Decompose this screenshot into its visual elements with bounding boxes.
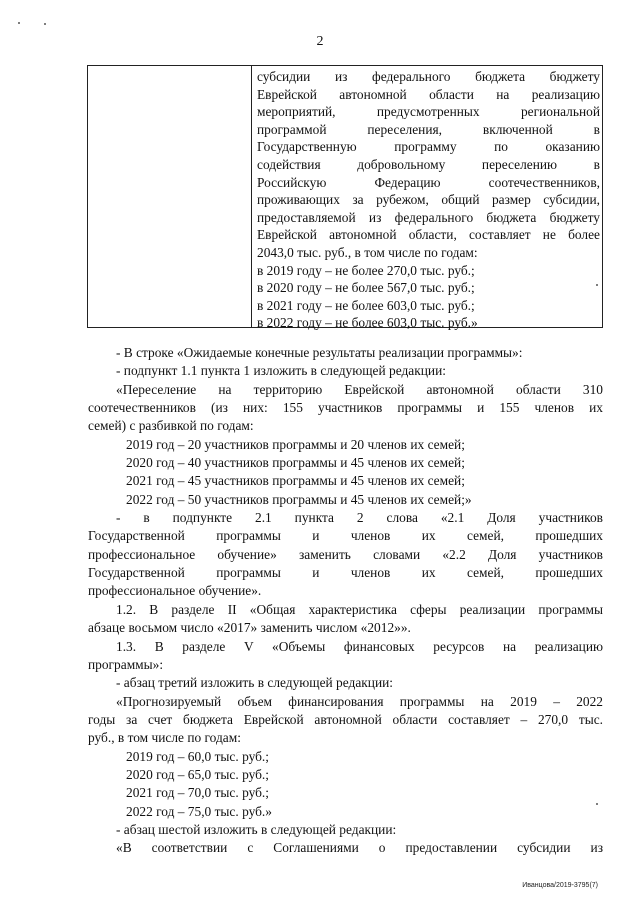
table-line: предоставляемой из федерального бюджета бюджету: [257, 209, 600, 225]
body-line: 2020 год – 65,0 тыс. руб.;: [126, 766, 269, 782]
body-line: семей) с разбивкой по годам:: [88, 418, 254, 434]
table-right-cell: [257, 68, 600, 332]
table-line: Еврейской автономной области на реализацию: [257, 86, 600, 102]
body-line: - подпункт 1.1 пункта 1 изложить в следующей редакции:: [116, 363, 446, 379]
table-line: Еврейской автономной области, составляет не более: [257, 227, 600, 243]
body-line: профессиональное обучение» заменить словами «2.2 Доля участников: [88, 546, 603, 562]
table-line: Государственную программу по оказанию: [257, 139, 600, 155]
scan-speck: [18, 22, 20, 24]
body-line: 2019 год – 20 участников программы и 20 членов их семей;: [126, 436, 465, 452]
table-left-cell: [88, 66, 252, 327]
page-number: 2: [316, 34, 324, 49]
table-line: проживающих за рубежом, общий размер субсидии,: [257, 192, 600, 208]
table-line: в 2021 году – не более 603,0 тыс. руб.;: [257, 297, 475, 313]
body-line: годы за счет бюджета Еврейской автономной области составляет – 270,0 тыс.: [88, 711, 603, 727]
table-line: программой переселения, включенной в: [257, 121, 600, 137]
document-code: Иванцова/2019-3795(7): [522, 882, 598, 889]
body-line: соотечественников (из них: 155 участников программы и 155 членов их: [88, 400, 603, 416]
body-line: программы»:: [88, 656, 164, 672]
body-line: 2021 год – 70,0 тыс. руб.;: [126, 785, 269, 801]
body-line: профессиональное обучение».: [88, 583, 262, 599]
body-line: 2022 год – 75,0 тыс. руб.»: [126, 803, 272, 819]
scan-speck: [44, 23, 46, 25]
body-line: Государственной программы и членов их семей, прошедших: [88, 565, 603, 581]
table-line: субсидии из федерального бюджета бюджету: [257, 69, 600, 84]
body-line: Государственной программы и членов их семей, прошедших: [88, 528, 603, 544]
body-line: 2020 год – 40 участников программы и 45 членов их семей;: [126, 455, 465, 471]
body-line: «Переселение на территорию Еврейской автономной области 310: [116, 381, 603, 397]
body-line: 1.3. В разделе V «Объемы финансовых ресурсов на реализацию: [116, 638, 603, 654]
body-line: - абзац шестой изложить в следующей редакции:: [116, 821, 397, 837]
table-line: в 2020 году – не более 567,0 тыс. руб.;: [257, 280, 475, 296]
body-line: - В строке «Ожидаемые конечные результаты реализации программы»:: [116, 345, 523, 360]
body-line: 1.2. В разделе II «Общая характеристика сферы реализации программы: [116, 601, 603, 617]
body-line: «Прогнозируемый объем финансирования программы на 2019 – 2022: [116, 693, 603, 709]
body-line: «В соответствии с Соглашениями о предоставлении субсидии из: [116, 840, 603, 856]
table-line: Российскую Федерацию соотечественников,: [257, 174, 600, 190]
scan-speck: [596, 803, 598, 805]
document-body: [88, 344, 603, 858]
body-line: - в подпункте 2.1 пункта 2 слова «2.1 Доля участников: [116, 510, 603, 526]
table-continuation: [87, 65, 603, 331]
body-line: - абзац третий изложить в следующей редакции:: [116, 675, 394, 691]
table-line: содействия добровольному переселению в: [257, 156, 600, 172]
table-line: 2043,0 тыс. руб., в том числе по годам:: [257, 244, 478, 260]
body-line: руб., в том числе по годам:: [88, 730, 241, 746]
body-line: 2022 год – 50 участников программы и 45 членов их семей;»: [126, 491, 472, 507]
table-line: в 2022 году – не более 603,0 тыс. руб.»: [257, 315, 478, 331]
body-line: абзаце восьмом число «2017» заменить числом «2012»».: [88, 620, 411, 636]
table-line: мероприятий, предусмотренных региональной: [257, 104, 600, 120]
table-line: в 2019 году – не более 270,0 тыс. руб.;: [257, 262, 475, 278]
body-line: 2021 год – 45 участников программы и 45 членов их семей;: [126, 473, 465, 489]
body-line: 2019 год – 60,0 тыс. руб.;: [126, 748, 269, 764]
scan-speck: [596, 284, 598, 286]
